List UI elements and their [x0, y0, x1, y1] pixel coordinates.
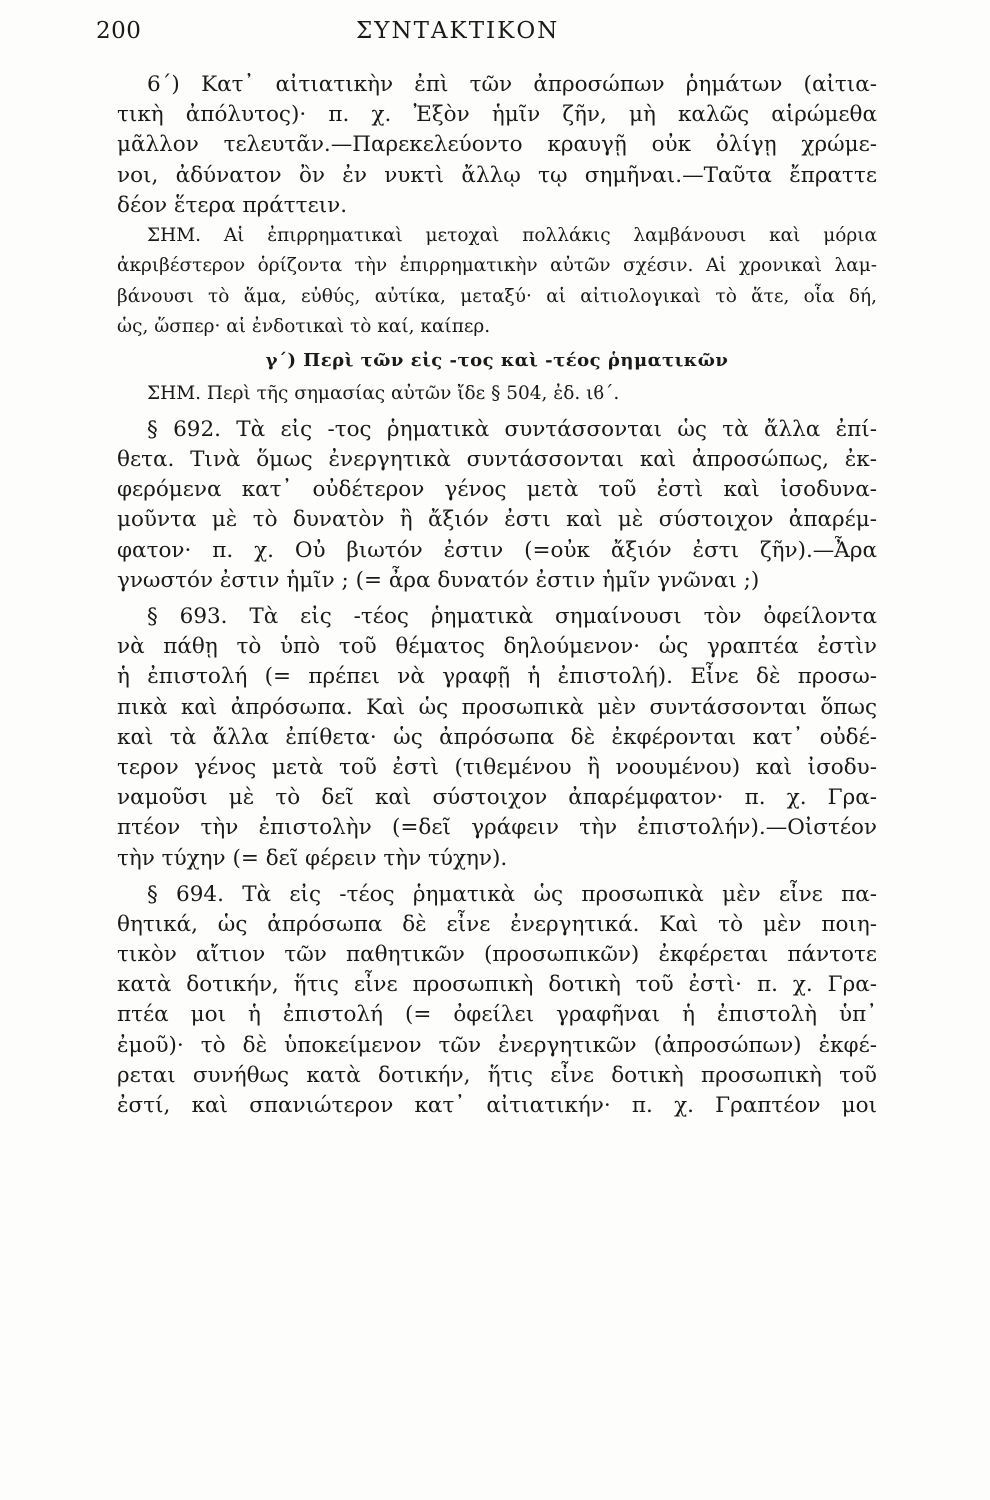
- text-line: τικὴ ἀπόλυτος)· π. χ. Ἐξὸν ἡμῖν ζῆν, μὴ καλῶς αἱρώμεθα: [117, 102, 877, 128]
- section-694-line: ἐμοῦ)· τὸ δὲ ὑποκείμενον τῶν ἐνεργητικῶν (ἀπροσώπων) ἐκφέ-: [117, 1032, 877, 1058]
- note-line: ἀκριβέστερον ὁρίζοντα τὴν ἐπιρρηματικὴν αὐτῶν σχέσιν. Αἱ χρονικαὶ λαμ-: [117, 255, 877, 277]
- section-694-line: τικὸν αἴτιον τῶν παθητικῶν (προσωπικῶν) ἐκφέρεται πάντοτε: [117, 942, 877, 968]
- page-header: [96, 14, 880, 54]
- section-692-line: γνωστόν ἐστιν ἡμῖν ; (= ἆρα δυνατόν ἐστιν ἡμῖν γνῶναι ;): [117, 567, 760, 593]
- section-693-line: νὰ πάθῃ τὸ ὑπὸ τοῦ θέματος δηλούμενον· ὡς γραπτέα ἐστὶν: [117, 634, 877, 660]
- section-692-line: μοῦντα μὲ τὸ δυνατὸν ἢ ἄξιόν ἐστι καὶ μὲ σύστοιχον ἀπαρέμ-: [117, 507, 877, 533]
- section-693-line: ἡ ἐπιστολή (= πρέπει νὰ γραφῇ ἡ ἐπιστολή). Εἶνε δὲ προσω-: [117, 664, 877, 690]
- section-692-line: φατον· π. χ. Οὐ βιωτόν ἐστιν (=οὐκ ἄξιόν ἐστι ζῆν).—Ἆρα: [117, 537, 877, 563]
- page-number: 200: [96, 18, 142, 44]
- section-694-line: § 694. Τὰ εἰς -τέος ῥηματικὰ ὡς προσωπικὰ μὲν εἶνε πα-: [147, 881, 877, 907]
- section-694-line: κατὰ δοτικήν, ἥτις εἶνε προσωπικὴ δοτικὴ τοῦ ἐστὶ· π. χ. Γρα-: [117, 972, 877, 998]
- text-line: δέον ἕτερα πράττειν.: [117, 192, 348, 218]
- section-694-line: ἐστί, καὶ σπανιώτερον κατ᾽ αἰτιατικήν· π. χ. Γραπτέον μοι: [117, 1093, 877, 1119]
- section-694-line: πτέα μοι ἡ ἐπιστολή (= ὀφείλει γραφῆναι ἡ ἐπιστολὴ ὑπ᾽: [117, 1002, 877, 1028]
- text-line: νοι, ἀδύνατον ὂν ἐν νυκτὶ ἄλλῳ τῳ σημῆναι.—Ταῦτα ἔπραττε: [117, 162, 877, 188]
- note-line: ΣΗΜ. Αἱ ἐπιρρηματικαὶ μετοχαὶ πολλάκις λαμβάνουσι καὶ μόρια: [147, 224, 877, 246]
- section-694-line: ρεται συνήθως κατὰ δοτικήν, ἥτις εἶνε δοτικὴ προσωπικὴ τοῦ: [117, 1062, 877, 1088]
- section-694-line: θητικά, ὡς ἀπρόσωπα δὲ εἶνε ἐνεργητικά. Καὶ τὸ μὲν ποιη-: [117, 911, 877, 937]
- note-line: βάνουσι τὸ ἅμα, εὐθύς, αὐτίκα, μεταξύ· αἱ αἰτιολογικαὶ τὸ ἅτε, οἷα δή,: [117, 285, 877, 307]
- section-693-line: τὴν τύχην (= δεῖ φέρειν τὴν τύχην).: [117, 845, 508, 871]
- note-line: ΣΗΜ. Περὶ τῆς σημασίας αὐτῶν ἴδε § 504, ἐδ. ιϐ΄.: [147, 382, 620, 404]
- body-text: [117, 70, 877, 1121]
- text-line: μᾶλλον τελευτᾶν.—Παρεκελεύοντο κραυγῇ οὐκ ὀλίγῃ χρώμε-: [117, 132, 877, 158]
- section-693-line: πτέον τὴν ἐπιστολὴν (=δεῖ γράφειν τὴν ἐπιστολήν).—Οἰστέον: [117, 815, 877, 841]
- section-693-line: πικὰ καὶ ἀπρόσωπα. Καὶ ὡς προσωπικὰ μὲν συντάσσονται ὅπως: [117, 694, 877, 720]
- section-692-line: θετα. Τινὰ ὅμως ἐνεργητικὰ συντάσσονται καὶ ἀπροσώπως, ἐκ-: [117, 447, 877, 473]
- running-title: ΣΥΝΤΑΚΤΙΚΟΝ: [356, 18, 560, 44]
- section-692-line: φερόμενα κατ᾽ οὐδέτερον γένος μετὰ τοῦ ἐστὶ καὶ ἰσοδυνα-: [117, 477, 877, 503]
- text-line: 6΄) Κατ᾽ αἰτιατικὴν ἐπὶ τῶν ἀπροσώπων ῥημάτων (αἰτια-: [147, 72, 877, 97]
- section-heading: γ΄) Περὶ τῶν εἰς -τος καὶ -τέος ῥηματικῶν: [265, 349, 729, 371]
- section-693-line: § 693. Τὰ εἰς -τέος ῥηματικὰ σημαίνουσι τὸν ὀφείλοντα: [147, 604, 877, 630]
- section-693-line: τερον γένος μετὰ τοῦ ἐστὶ (τιθεμένου ἢ νοουμένου) καὶ ἰσοδυ-: [117, 754, 877, 780]
- note-line: ὡς, ὥσπερ· αἱ ἐνδοτικαὶ τὸ καί, καίπερ.: [117, 316, 491, 338]
- section-693-line: καὶ τὰ ἄλλα ἐπίθετα· ὡς ἀπρόσωπα δὲ ἐκφέρονται κατ᾽ οὐδέ-: [117, 724, 877, 750]
- section-692-line: § 692. Τὰ εἰς -τος ῥηματικὰ συντάσσονται ὡς τὰ ἄλλα ἐπί-: [147, 416, 877, 442]
- section-693-line: ναμοῦσι μὲ τὸ δεῖ καὶ σύστοιχον ἀπαρέμφατον· π. χ. Γρα-: [117, 785, 877, 811]
